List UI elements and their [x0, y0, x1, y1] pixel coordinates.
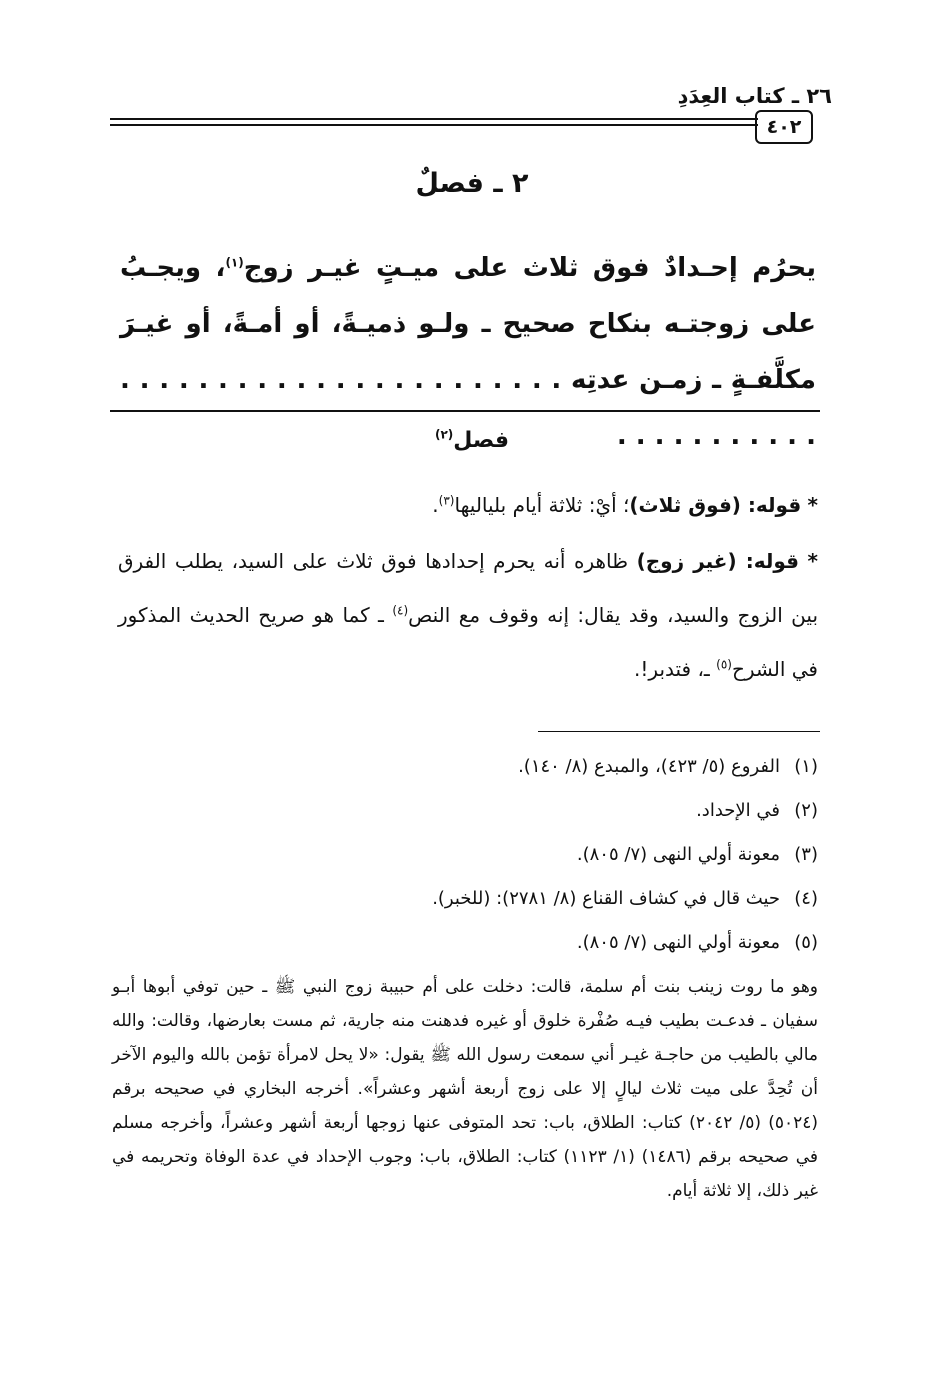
- footnote: [118, 789, 818, 833]
- footnotes: [118, 745, 818, 965]
- sharh-paragraph-2: [118, 534, 818, 696]
- sharh-text: ؛ أيْ: ثلاثة أيام بلياليها: [454, 493, 630, 517]
- footnote-rule: [538, 731, 820, 732]
- footnote-number: (٢): [794, 800, 818, 821]
- sharh-title-text: فصل: [453, 428, 510, 453]
- footnote-ref-5: (٥): [716, 657, 732, 672]
- matn-dots: . . . . . . . . . . . . . . . . . . . . . . . . . . . . . . . . . .: [120, 365, 816, 451]
- header-rule-top: [110, 118, 758, 120]
- footnote-text: في الإحداد.: [696, 800, 780, 821]
- main-divider: [110, 410, 820, 412]
- footnote-ref-4: (٤): [392, 603, 409, 618]
- footnote: [118, 833, 818, 877]
- sharh-text: ـ، فتدبر!.: [634, 657, 717, 681]
- footnote-text: الفروع (٥/ ٤٢٣)، والمبدع (٨/ ١٤٠).: [518, 756, 780, 777]
- matn-line1b: ، ويجـبُ على زوجتـه بنكاح صحيح ـ ولـو ذميـةً، أو أمـةً، أو غيـرَ مكلَّفـةٍ ـ زمـن عدتِه: [120, 253, 816, 395]
- sharh-text: ظاهره أنه يحرم إحدادها فوق ثلاث على السيد، يطلب الفرق بين الزوج والسيد، وقد يقال: إنه وقوف مع النص: [118, 549, 819, 627]
- sharh-title: [0, 428, 944, 453]
- footnote-continuation: وهو ما روت زينب بنت أم سلمة، قالت: دخلت على أم حبيبة زوج النبي ﷺ ـ حين توفي أبوها أبـو سفيان ـ فدعـت بطيب فيـه صُفْرة خلوق أو غيره فدهنت منه جارية، ثم مست بعارضها، وقالت: والله مالي بالطيب من حاجـة غيـر أني سمعت رسول الله ﷺ يقول: «لا يحل لامرأة تؤمن بالله واليوم الآخر أن تُحِدَّ على ميت ثلاث ليالٍ إلا على زوج أربعة أشهر وعشراً». أخرجه البخاري في صحيحه برقم (٥٠٢٤) (٥/ ٢٠٤٢) كتاب: الطلاق، باب: تحد المتوفى عنها زوجها أربعة أشهر وعشراً، وأخرجه مسلم في صحيحه برقم (١٤٨٦) (١/ ١١٢٣) كتاب: الطلاق، باب: وجوب الإحداد في عدة الوفاة وتحريمه في غير ذلك، إلا ثلاثة أيام.: [112, 977, 819, 1201]
- section-title: ٢ ـ فصلٌ: [415, 168, 529, 199]
- footnote-ref-1: (١): [225, 255, 244, 270]
- sharh-text: ـ كما هو صريح الحديث المذكور في الشرح: [118, 603, 818, 681]
- quote-lead: قوله: (فوق ثلاث): [629, 493, 802, 517]
- quote-lead: قوله: (غير زوج): [636, 549, 800, 573]
- footnote-number: (١): [794, 756, 818, 777]
- footnote-text: معونة أولي النهى (٧/ ٨٠٥).: [576, 844, 780, 865]
- footnote-ref-3: (٣): [438, 493, 455, 508]
- footnote-text: حيث قال في كشاف القناع (٨/ ٢٧٨١): (للخبر).: [432, 888, 780, 909]
- bullet: *: [807, 493, 818, 517]
- footnote: [118, 921, 818, 965]
- sharh-paragraph-1: [118, 478, 818, 532]
- bullet: *: [807, 549, 819, 573]
- footnote: [118, 877, 818, 921]
- footnote-number: (٣): [794, 844, 818, 865]
- footnote: [118, 745, 818, 789]
- footnote-ref-2: (٢): [434, 427, 454, 442]
- running-title: ٢٦ ـ كتاب العِدَدِ: [677, 84, 832, 108]
- footnote-number: (٥): [794, 932, 818, 953]
- footnote-number: (٤): [794, 888, 818, 909]
- header-rule-bottom: [110, 124, 758, 126]
- footnote-text: معونة أولي النهى (٧/ ٨٠٥).: [576, 932, 780, 953]
- page-number: ٤٠٢: [755, 110, 813, 144]
- sharh-body: [118, 478, 818, 696]
- sharh-text-end: .: [432, 493, 439, 517]
- matn-line1: يحرُم إحـدادٌ فوق ثلاث على ميـتٍ غيـر زوج: [243, 253, 816, 283]
